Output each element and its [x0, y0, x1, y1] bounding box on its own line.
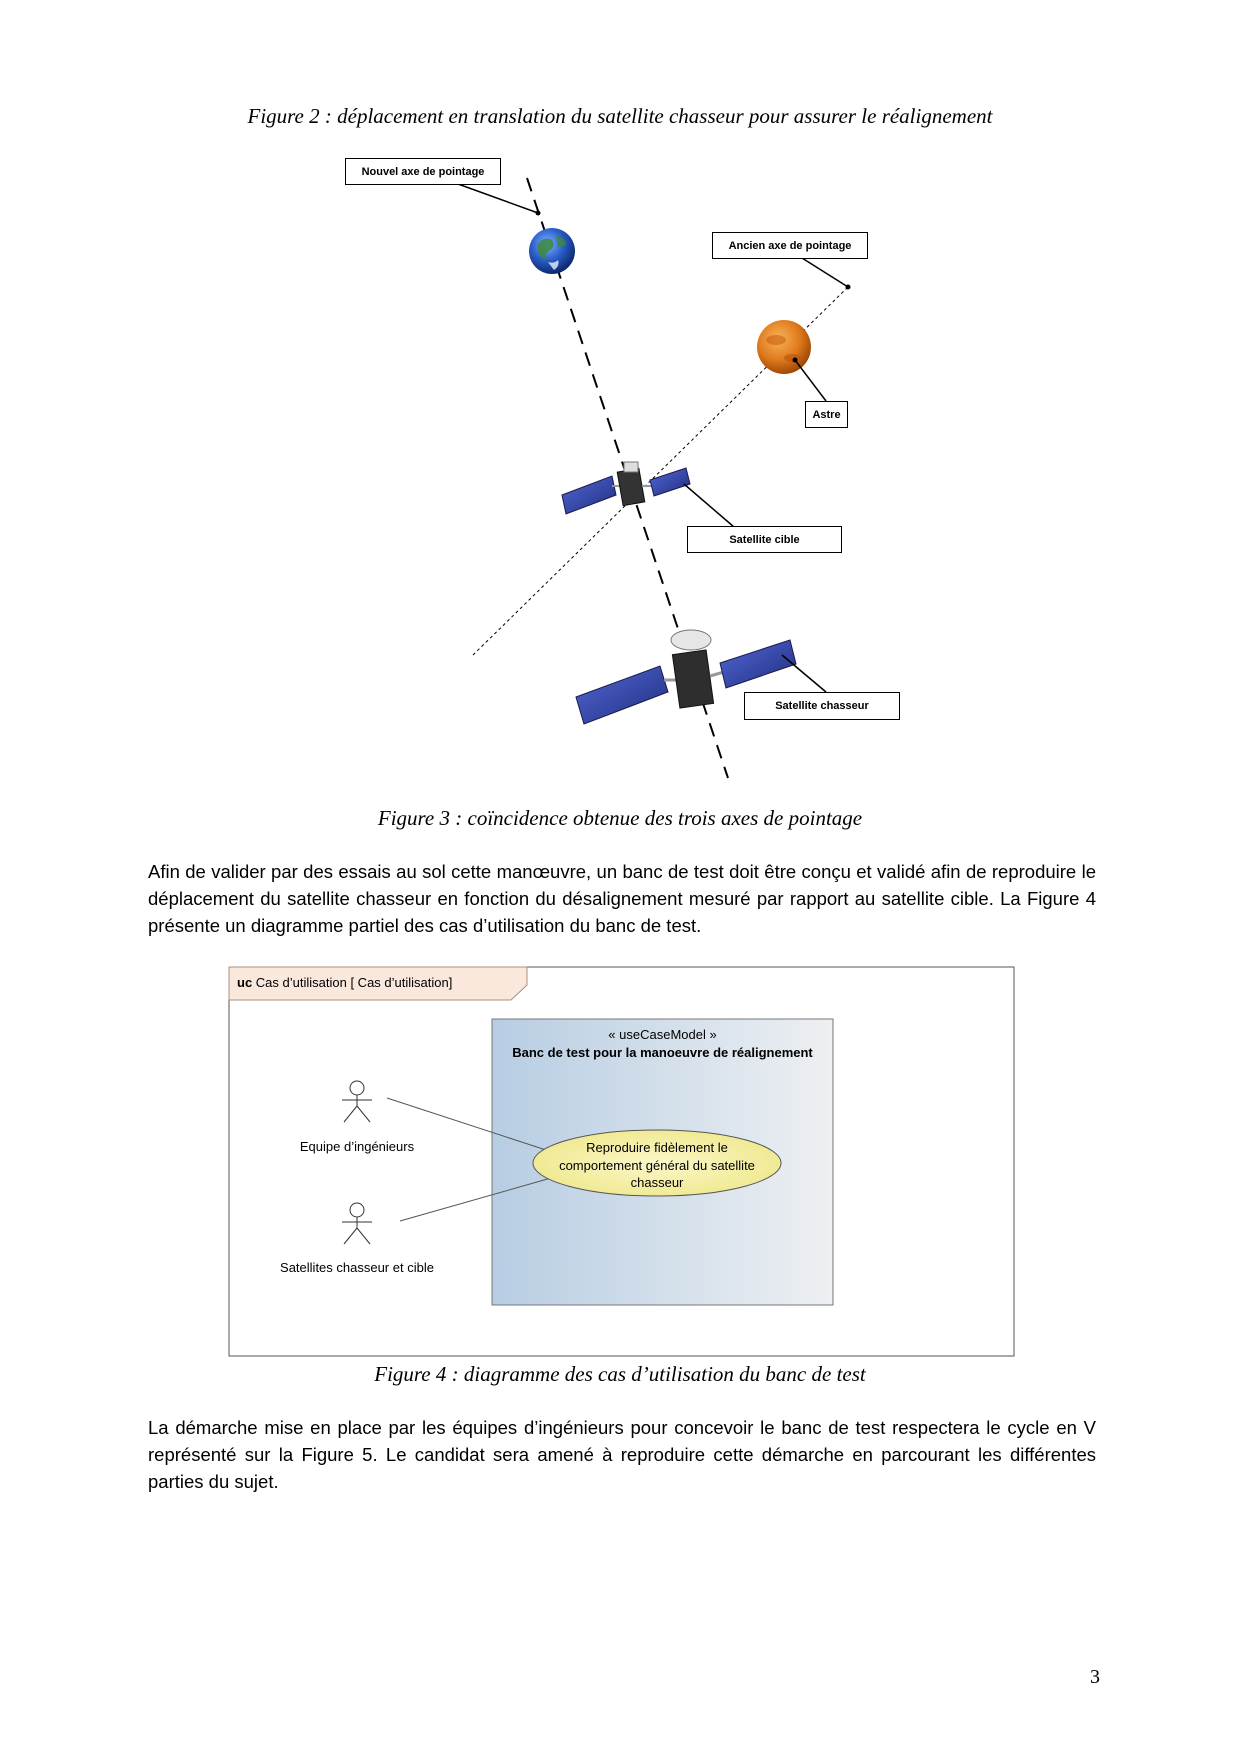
target-satellite-label: Satellite cible: [687, 526, 842, 553]
use-case-line-2: comportement général du satellite: [559, 1157, 755, 1173]
paragraph-2: La démarche mise en place par les équipes d’ingénieurs pour concevoir le banc de test respectera le cycle en V représenté sur la Figure 5. Le candidat sera amené à reproduire cette démarche en parcourant les différentes parties du sujet.: [148, 1417, 1096, 1492]
system-stereotype: « useCaseModel »: [608, 1027, 717, 1042]
old-axis-label: Ancien axe de pointage: [712, 232, 868, 259]
new-axis-label: Nouvel axe de pointage: [345, 158, 501, 185]
figure2-caption: Figure 2 : déplacement en translation du satellite chasseur pour assurer le réalignement: [247, 104, 993, 128]
astre-label: Astre: [805, 401, 848, 428]
uc-frame-title: [237, 975, 452, 990]
use-case-label: [533, 1139, 781, 1192]
use-case-line-3: chasseur: [630, 1175, 684, 1190]
figure3-caption: Figure 3 : coïncidence obtenue des trois axes de pointage: [377, 806, 863, 830]
system-name: Banc de test pour la manoeuvre de réalignement: [512, 1045, 813, 1060]
page-number: 3: [1090, 1666, 1100, 1688]
figure4-caption: Figure 4 : diagramme des cas d’utilisation du banc de test: [374, 1362, 866, 1386]
planet-icon: [757, 320, 811, 374]
uc-frame-keyword: uc: [237, 975, 253, 990]
chaser-satellite-label: Satellite chasseur: [744, 692, 900, 720]
uc-frame-name: Cas d’utilisation [ Cas d’utilisation]: [255, 975, 453, 990]
use-case-line-1: Reproduire fidèlement le: [586, 1140, 728, 1155]
target-satellite-icon: [562, 462, 690, 514]
paragraph-1: Afin de valider par des essais au sol cette manœuvre, un banc de test doit être conçu et validé afin de reproduire le déplacement du satellite chasseur en fonction du désalignement mesuré par rapport au satellite cible. La Figure 4 présente un diagramme partiel des cas d’utilisation du banc de test.: [148, 861, 1096, 936]
actor-2-label: Satellites chasseur et cible: [280, 1260, 434, 1275]
earth-icon: [529, 228, 575, 274]
actor-1-label: Equipe d’ingénieurs: [299, 1139, 415, 1154]
